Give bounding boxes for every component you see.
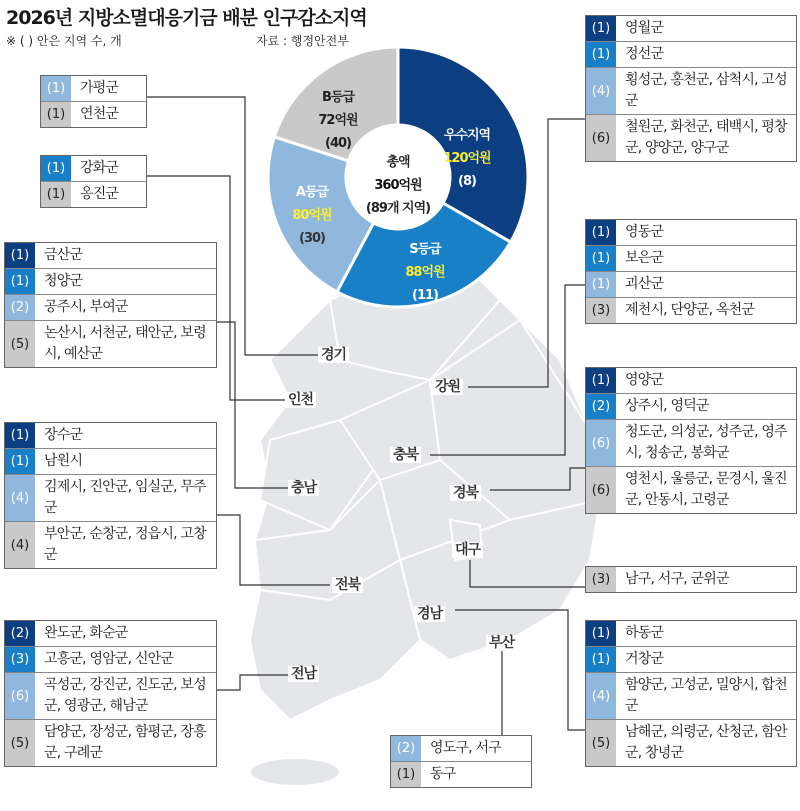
district-count: (1) (5, 243, 35, 268)
district-row (5, 522, 216, 568)
district-names: 논산시, 서천군, 태안군, 보령시, 예산군 (44, 325, 206, 362)
district-row (586, 420, 796, 467)
district-names: 옹진군 (80, 186, 119, 202)
district-names: 영도구, 서구 (430, 740, 501, 756)
district-names: 장수군 (44, 427, 83, 443)
district-row (586, 298, 796, 323)
center-label: 총액 (386, 155, 410, 170)
district-names: 보은군 (625, 250, 664, 266)
box-gangwon (585, 15, 797, 162)
district-names: 청도군, 의성군, 성주군, 영주시, 청송군, 봉화군 (625, 424, 787, 461)
district-names: 강화군 (80, 160, 119, 176)
district-row (5, 647, 216, 673)
box-chungnam (4, 242, 217, 368)
district-row (586, 720, 796, 766)
district-row (391, 762, 531, 787)
district-count: (3) (586, 567, 616, 592)
center-count: (89개 지역) (365, 201, 431, 216)
label-b-name: B등급 (321, 90, 355, 105)
label-b-count: (40) (325, 136, 351, 151)
region-label-incheon: 인천 (285, 392, 316, 408)
district-count: (4) (586, 673, 616, 719)
district-count: (5) (5, 720, 35, 766)
district-row (391, 736, 531, 762)
district-count: (6) (586, 115, 616, 161)
label-s-name: S등급 (409, 242, 441, 257)
district-names: 철원군, 화천군, 태백시, 평창군, 양양군, 양구군 (625, 119, 787, 156)
district-names: 제천시, 단양군, 옥천군 (625, 302, 755, 318)
region-label-jeonnam: 전남 (288, 666, 319, 682)
district-names: 하동군 (625, 625, 664, 641)
district-row (586, 272, 796, 298)
district-row (586, 220, 796, 246)
district-row (586, 621, 796, 647)
district-count: (1) (41, 156, 71, 181)
district-names: 청양군 (44, 273, 83, 289)
district-count: (6) (586, 420, 616, 466)
district-count: (5) (586, 720, 616, 766)
district-count: (1) (586, 246, 616, 271)
label-a-name: A등급 (295, 185, 329, 200)
district-names: 영월군 (625, 20, 664, 36)
district-count: (2) (5, 295, 35, 320)
district-row (41, 182, 146, 207)
district-count: (1) (586, 621, 616, 646)
district-count: (1) (391, 762, 421, 787)
district-names: 영양군 (625, 372, 664, 388)
region-label-gyeonggi: 경기 (318, 347, 349, 363)
district-count: (1) (41, 76, 71, 101)
label-s-amount: 88억원 (405, 265, 445, 280)
district-row (5, 673, 216, 720)
district-row (5, 243, 216, 269)
district-names: 부안군, 순창군, 정읍시, 고창군 (44, 526, 206, 563)
district-row (586, 115, 796, 161)
district-names: 담양군, 장성군, 함평군, 장흥군, 구례군 (44, 724, 206, 761)
district-row (41, 76, 146, 102)
district-row (5, 321, 216, 367)
box-gyeonggi (40, 75, 147, 128)
district-count: (1) (586, 42, 616, 67)
district-names: 괴산군 (625, 276, 664, 292)
district-count: (1) (5, 423, 35, 448)
district-names: 남해군, 의령군, 산청군, 함안군, 창녕군 (625, 724, 787, 761)
district-count: (1) (41, 102, 71, 127)
district-count: (4) (5, 475, 35, 521)
region-label-gyeongnam: 경남 (414, 606, 445, 622)
label-a-count: (30) (299, 231, 325, 246)
box-jeonnam (4, 620, 217, 767)
district-count: (1) (586, 272, 616, 297)
district-row (5, 449, 216, 475)
label-a-amount: 80억원 (292, 208, 332, 223)
district-names: 남구, 서구, 군위군 (625, 571, 729, 587)
district-count: (1) (586, 368, 616, 393)
district-row (5, 295, 216, 321)
box-daegu (585, 566, 797, 593)
district-count: (5) (5, 321, 35, 367)
box-busan (390, 735, 532, 788)
center-amount: 360억원 (374, 178, 422, 193)
district-names: 곡성군, 강진군, 진도군, 보성군, 영광군, 해남군 (44, 677, 206, 714)
label-excellent-count: (8) (458, 174, 476, 189)
district-row (586, 368, 796, 394)
district-row (586, 647, 796, 673)
district-names: 남원시 (44, 453, 83, 469)
district-names: 완도군, 화순군 (44, 625, 128, 641)
district-row (586, 394, 796, 420)
box-jeonbuk (4, 422, 217, 569)
district-count: (3) (5, 647, 35, 672)
district-row (586, 246, 796, 272)
box-chungbuk (585, 219, 797, 324)
unit-note: ※ ( ) 안은 지역 수, 개 (6, 34, 122, 48)
label-excellent-amount: 120억원 (443, 151, 491, 166)
district-row (586, 16, 796, 42)
region-label-chungnam: 충남 (288, 480, 319, 496)
district-count: (2) (586, 394, 616, 419)
region-label-jeonbuk: 전북 (332, 577, 363, 593)
district-count: (1) (586, 16, 616, 41)
district-names: 횡성군, 홍천군, 삼척시, 고성군 (625, 72, 787, 109)
district-row (586, 467, 796, 513)
district-names: 영동군 (625, 224, 664, 240)
box-gyeongbuk (585, 367, 797, 514)
district-count: (1) (5, 269, 35, 294)
district-row (5, 720, 216, 766)
district-names: 영천시, 울릉군, 문경시, 울진군, 안동시, 고령군 (625, 471, 787, 508)
pie-chart (268, 47, 528, 307)
region-label-busan: 부산 (486, 635, 517, 651)
district-count: (2) (391, 736, 421, 761)
district-row (586, 42, 796, 68)
district-names: 가평군 (80, 80, 119, 96)
district-names: 고흥군, 영암군, 신안군 (44, 651, 174, 667)
district-names: 공주시, 부여군 (44, 299, 128, 315)
district-row (586, 567, 796, 592)
label-s-count: (11) (412, 288, 438, 303)
district-row (586, 673, 796, 720)
region-label-chungbuk: 충북 (390, 447, 421, 463)
source-note: 자료 : 행정안전부 (256, 34, 349, 48)
district-names: 거창군 (625, 651, 664, 667)
district-count: (6) (5, 673, 35, 719)
district-count: (4) (5, 522, 35, 568)
district-names: 상주시, 영덕군 (625, 398, 709, 414)
region-label-daegu: 대구 (452, 542, 483, 558)
district-names: 동구 (430, 766, 456, 782)
district-row (586, 68, 796, 115)
district-count: (1) (586, 220, 616, 245)
district-row (5, 621, 216, 647)
district-names: 김제시, 진안군, 임실군, 무주군 (44, 479, 206, 516)
district-names: 금산군 (44, 247, 83, 263)
district-names: 정선군 (625, 46, 664, 62)
district-count: (2) (5, 621, 35, 646)
box-gyeongnam (585, 620, 797, 767)
district-count: (1) (5, 449, 35, 474)
district-names: 연천군 (80, 106, 119, 122)
district-row (41, 156, 146, 182)
jeju-shape (250, 758, 340, 786)
district-row (5, 269, 216, 295)
page-title: 2026년 지방소멸대응기금 배분 인구감소지역 (6, 7, 367, 29)
district-names: 함양군, 고성군, 밀양시, 합천군 (625, 677, 787, 714)
district-row (5, 475, 216, 522)
box-incheon (40, 155, 147, 208)
region-label-gangwon: 강원 (432, 379, 463, 395)
region-label-gyeongbuk: 경북 (450, 485, 481, 501)
district-count: (1) (586, 647, 616, 672)
district-count: (6) (586, 467, 616, 513)
district-row (41, 102, 146, 127)
district-count: (3) (586, 298, 616, 323)
label-b-amount: 72억원 (318, 113, 358, 128)
district-count: (4) (586, 68, 616, 114)
label-excellent-name: 우수지역 (443, 128, 491, 143)
district-count: (1) (41, 182, 71, 207)
district-row (5, 423, 216, 449)
